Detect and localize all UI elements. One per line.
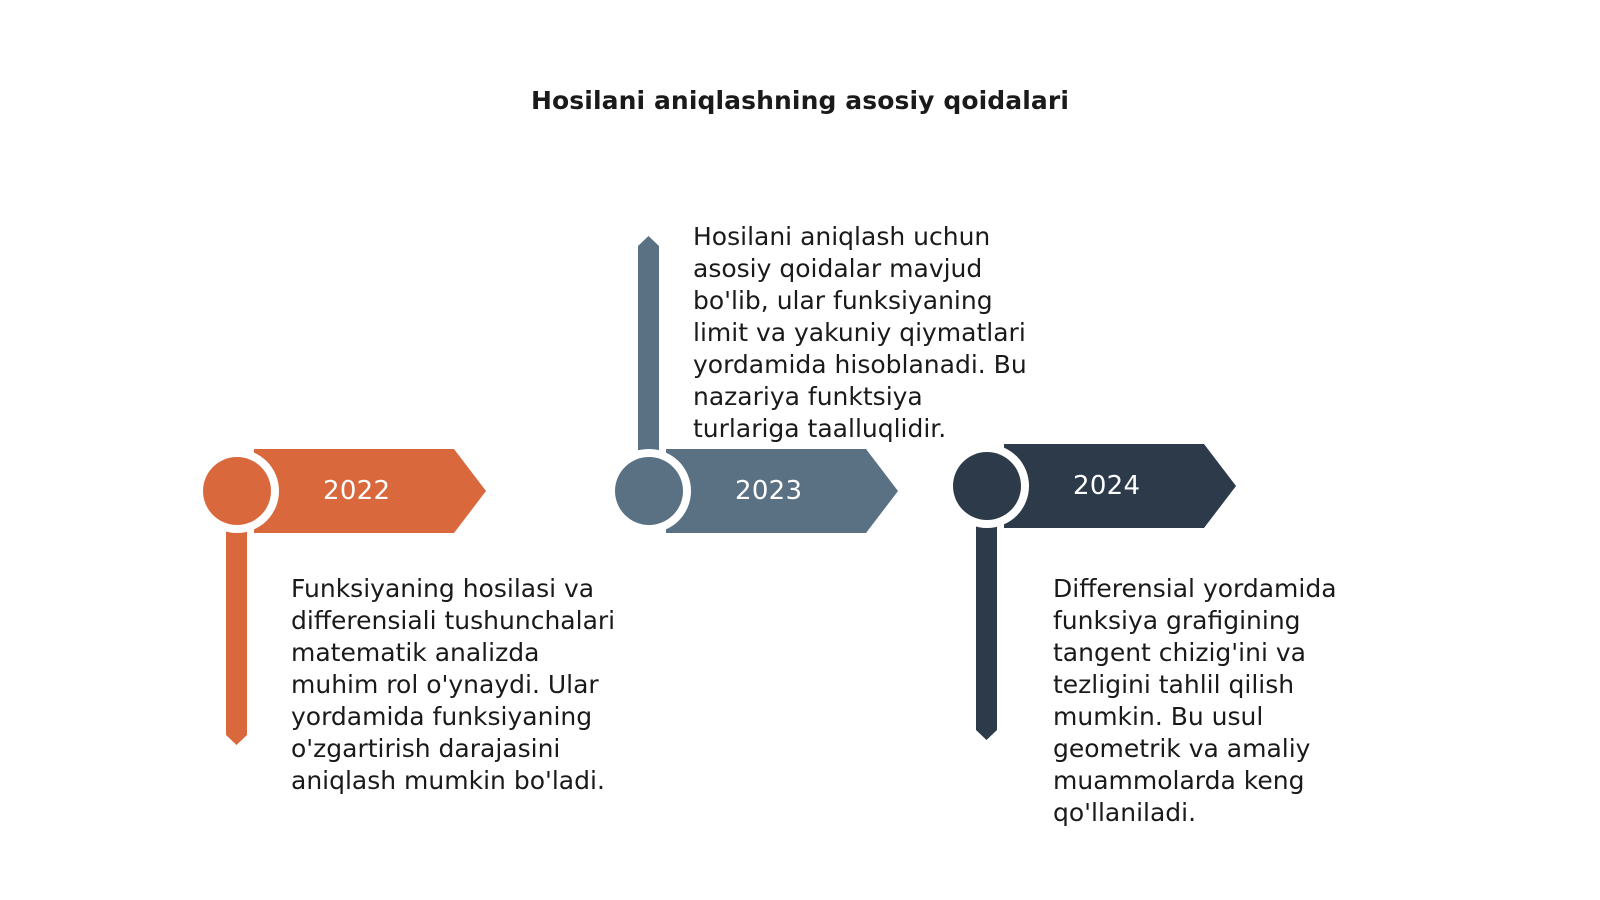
page-title: Hosilani aniqlashning asosiy qoidalari xyxy=(531,86,1069,115)
timeline-stem xyxy=(226,520,247,745)
marker-dot xyxy=(615,457,683,525)
stem-bar xyxy=(226,520,247,745)
milestone-marker xyxy=(949,430,1259,542)
stem-bar xyxy=(976,520,997,740)
timeline-stem xyxy=(976,520,997,740)
year-label: 2022 xyxy=(323,476,391,506)
year-label: 2023 xyxy=(735,476,803,506)
milestone-description: Hosilani aniqlash uchun asosiy qoidalar mavjud bo'lib, ular funksiyaning limit va yakuniy qiymatlari yordamida hisoblanadi. Bu nazariya funktsiya turlariga taalluqlidir. xyxy=(693,222,1027,443)
marker-dot xyxy=(203,457,271,525)
milestone-description: Differensial yordamida funksiya grafigining tangent chizig'ini va tezligini tahlil qilish mumkin. Bu usul geometrik va amaliy muammolarda keng qo'llaniladi. xyxy=(1053,574,1337,827)
stem-bar xyxy=(638,236,659,450)
marker-dot xyxy=(953,452,1021,520)
milestone-marker xyxy=(611,435,921,547)
timeline-stem xyxy=(638,236,659,450)
milestone-description: Funksiyaning hosilasi va differensiali tushunchalari matematik analizda muhim rol o'ynaydi. Ular yordamida funksiyaning o'zgartirish darajasini aniqlash mumkin bo'ladi. xyxy=(291,574,616,795)
milestone-marker xyxy=(199,435,509,547)
year-label: 2024 xyxy=(1073,471,1141,501)
